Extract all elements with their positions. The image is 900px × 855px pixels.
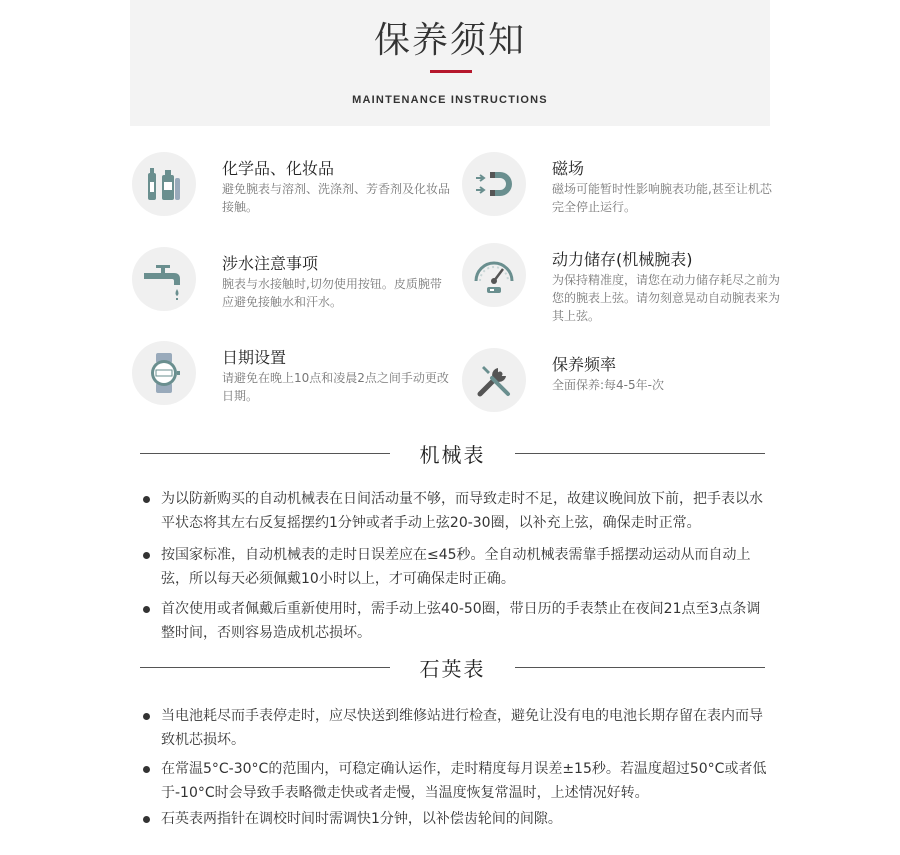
wristwatch-date-icon [132,341,196,405]
list-item [143,807,768,831]
section-title: 石英表 [419,657,486,681]
care-desc: 为保持精准度，请您在动力储存耗尽之前为您的腕表上弦。请勿刻意晃动自动腕表来为其上弦。 [552,273,781,323]
divider-line [515,667,765,668]
care-desc: 全面保养:每4-5年-次 [552,378,664,392]
list-item [143,543,768,591]
care-item-date [132,341,462,421]
care-desc: 腕表与水接触时,切勿使用按钮。皮质腕带应避免接触水和汗水。 [222,277,442,309]
list-item [143,704,768,752]
bullet-dot [143,552,150,559]
list-item [143,757,768,805]
care-desc: 磁场可能暂时性影响腕表功能,甚至让机芯完全停止运行。 [552,182,772,214]
list-item-text: 按国家标准，自动机械表的走时日误差应在≤45秒。全自动机械表需靠手摇摆动运动从而自动上弦，所以每天必须佩戴10小时以上，才可确保走时正确。 [161,547,751,587]
care-item-water [132,247,462,327]
list-item-text: 在常温5°C-30°C的范围内，可稳定确认运作，走时精度每月误差±15秒。若温度超过50°C或者低于-10°C时会导致手表略微走快或者走慢，当温度恢复常温时，上述情况好转。 [161,761,767,801]
list-item [143,487,768,535]
page-title: 保养须知 [373,20,526,61]
care-title: 涉水注意事项 [222,254,319,273]
list-item [143,597,768,645]
divider-line [140,667,390,668]
care-desc: 请避免在晚上10点和凌晨2点之间手动更改日期。 [222,371,449,403]
section-heading-mechanical [140,439,765,469]
care-item-power-reserve [462,243,792,323]
header-banner [130,0,770,126]
bullet-dot [143,816,150,823]
list-item-text: 当电池耗尽而手表停走时，应尽快送到维修站进行检查，避免让没有电的电池长期存留在表内而导致机芯损坏。 [161,708,763,748]
care-title: 磁场 [552,159,585,178]
tools-wrench-screwdriver-icon [462,348,526,412]
care-title: 保养频率 [552,355,617,374]
bullet-dot [143,496,150,503]
cosmetics-bottles-icon [132,152,196,216]
magnet-icon [462,152,526,216]
section-title: 机械表 [419,443,486,467]
care-item-frequency [462,348,792,428]
divider-line [140,453,390,454]
care-item-chemicals [132,152,462,232]
page-subtitle: MAINTENANCE INSTRUCTIONS [352,94,548,106]
water-faucet-icon [132,247,196,311]
list-item-text: 首次使用或者佩戴后重新使用时，需手动上弦40-50圈，带日历的手表禁止在夜间21点至3点条调整时间，否则容易造成机芯损坏。 [161,601,761,641]
care-title: 日期设置 [222,348,287,367]
care-desc: 避免腕表与溶剂、洗涤剂、芳香剂及化妆品接触。 [222,182,451,214]
bullet-dot [143,606,150,613]
power-reserve-gauge-icon [462,243,526,307]
title-accent-bar [430,70,472,73]
bullet-dot [143,766,150,773]
care-item-magnetism [462,152,792,232]
bullet-dot [143,713,150,720]
list-item-text: 石英表两指针在调校时间时需调快1分钟，以补偿齿轮间的间隙。 [161,811,562,827]
list-item-text: 为以防新购买的自动机械表在日间活动量不够，而导致走时不足，故建议晚间放下前，把手表以水平状态将其左右反复摇摆约1分钟或者手动上弦20-30圈，以补充上弦，确保走时正常。 [161,491,763,531]
divider-line [515,453,765,454]
care-title: 动力储存(机械腕表) [552,250,693,269]
care-title: 化学品、化妆品 [222,159,335,178]
section-heading-quartz [140,653,765,683]
